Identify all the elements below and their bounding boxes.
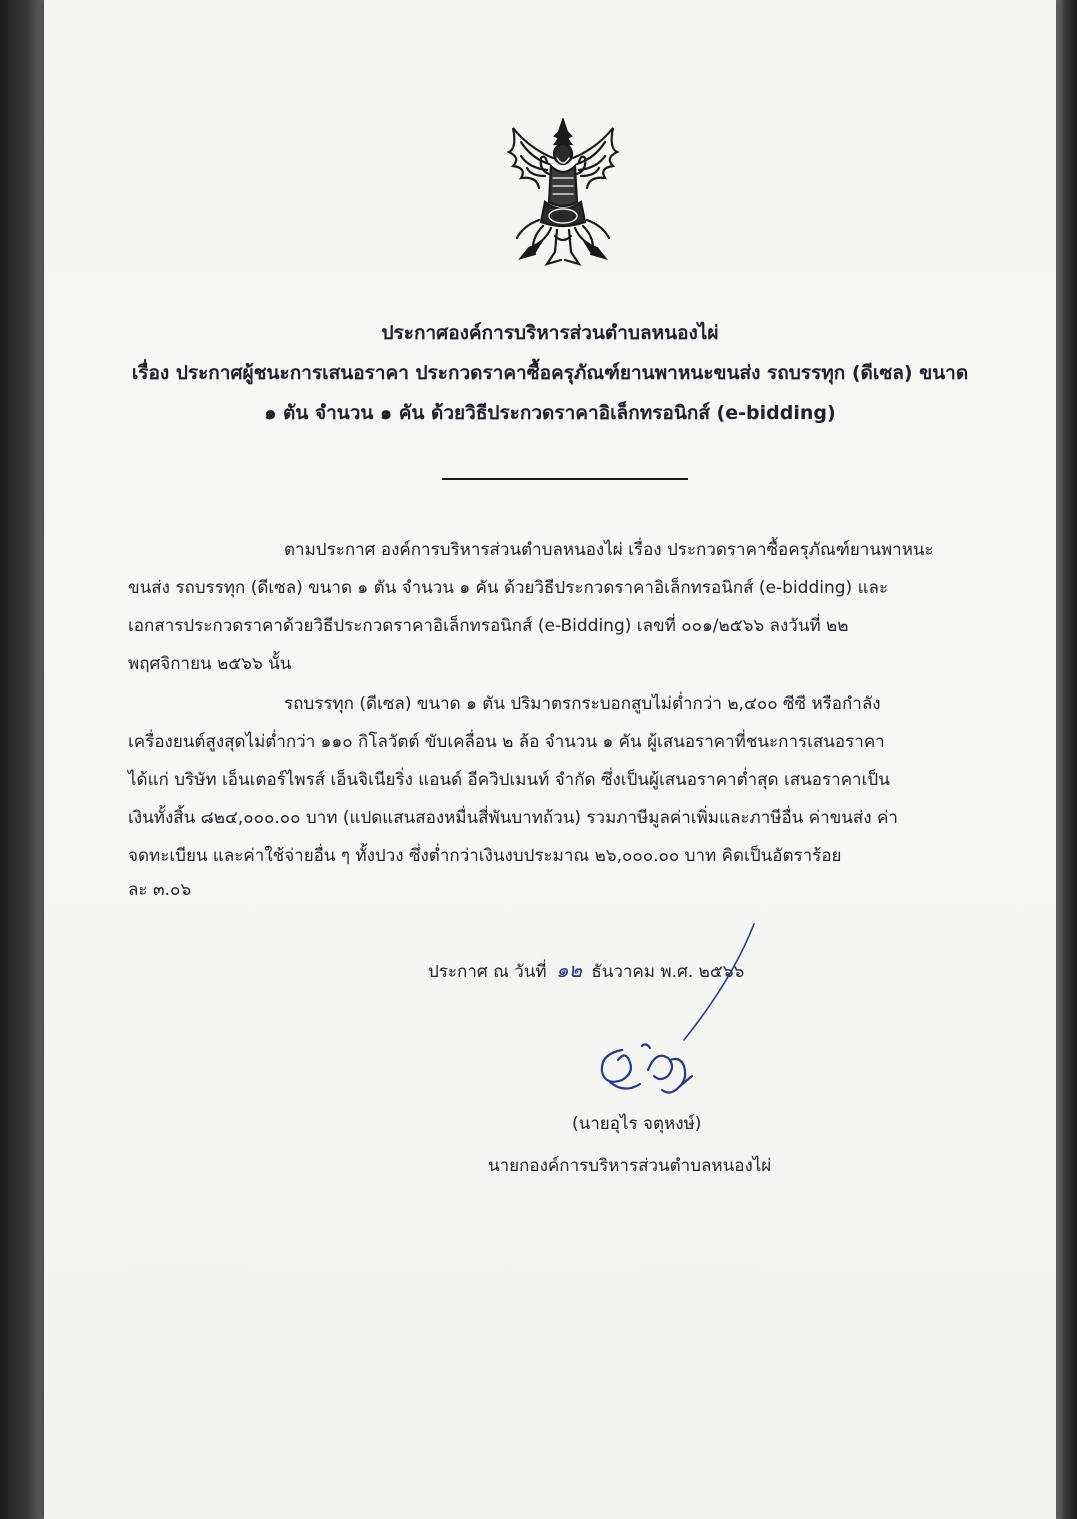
para1-line-4: พฤศจิกายน ๒๕๖๖ นั้น <box>128 654 292 674</box>
background-right <box>1053 0 1077 1519</box>
title-divider <box>442 478 688 480</box>
para2-line-1: รถบรรทุก (ดีเซล) ขนาด ๑ ตัน ปริมาตรกระบอกสูบไม่ต่ำกว่า ๒,๔๐๐ ซีซี หรือกำลัง <box>284 694 881 714</box>
subject-line-2: ๑ ตัน จำนวน ๑ คัน ด้วยวิธีประกวดราคาอิเล็กทรอนิกส์ (e-bidding) <box>264 402 836 424</box>
date-day-handwritten: ๑๒ <box>556 958 582 982</box>
para1-line-3: เอกสารประกวดราคาด้วยวิธีประกวดราคาอิเล็กทรอนิกส์ (e-Bidding) เลขที่ ๐๐๑/๒๕๖๖ ลงวันที่ ๒๒ <box>128 616 849 636</box>
date-suffix: ธันวาคม พ.ศ. ๒๕๖๖ <box>591 962 745 982</box>
para1-line-2: ขนส่ง รถบรรทุก (ดีเซล) ขนาด ๑ ตัน จำนวน ๑ คัน ด้วยวิธีประกวดราคาอิเล็กทรอนิกส์ (e-bidding) และ <box>128 578 889 598</box>
para2-line-4: เงินทั้งสิ้น ๘๒๔,๐๐๐.๐๐ บาท (แปดแสนสองหมื่นสี่พันบาทถ้วน) รวมภาษีมูลค่าเพิ่มและภาษีอื่น ค่าขนส่ง ค่า <box>128 808 898 828</box>
signatory-name: (นายอุไร จตุหงษ์) <box>572 1114 702 1134</box>
subject-line-1: เรื่อง ประกาศผู้ชนะการเสนอราคา ประกวดราคาซื้อครุภัณฑ์ยานพาหนะขนส่ง รถบรรทุก (ดีเซล) ขนาด <box>131 362 969 384</box>
signature-scribble <box>584 1036 714 1106</box>
para1-line-1: ตามประกาศ องค์การบริหารส่วนตำบลหนองไผ่ เรื่อง ประกวดราคาซื้อครุภัณฑ์ยานพาหนะ <box>284 540 934 560</box>
signatory-title: นายกองค์การบริหารส่วนตำบลหนองไผ่ <box>488 1156 772 1176</box>
announcement-heading: ประกาศองค์การบริหารส่วนตำบลหนองไผ่ <box>381 322 719 344</box>
document-page <box>44 0 1056 1519</box>
para2-line-2: เครื่องยนต์สูงสุดไม่ต่ำกว่า ๑๑๐ กิโลวัตต์ ขับเคลื่อน ๒ ล้อ จำนวน ๑ คัน ผู้เสนอราคาที่ชนะการเสนอราคา <box>128 732 885 752</box>
date-prefix: ประกาศ ณ วันที่ <box>428 962 547 982</box>
background-left <box>0 0 46 1519</box>
para2-line-6: ละ ๓.๐๖ <box>128 880 192 900</box>
para2-line-5: จดทะเบียน และค่าใช้จ่ายอื่น ๆ ทั้งปวง ซึ่งต่ำกว่าเงินงบประมาณ ๒๖,๐๐๐.๐๐ บาท คิดเป็นอัตราร้อย <box>128 846 842 866</box>
garuda-emblem-icon <box>499 118 627 268</box>
para2-line-3: ได้แก่ บริษัท เอ็นเตอร์ไพรส์ เอ็นจิเนียริ่ง แอนด์ อีควิปเมนท์ จำกัด ซึ่งเป็นผู้เสนอราคาต่ำสุด เสนอราคาเป็น <box>128 770 890 790</box>
